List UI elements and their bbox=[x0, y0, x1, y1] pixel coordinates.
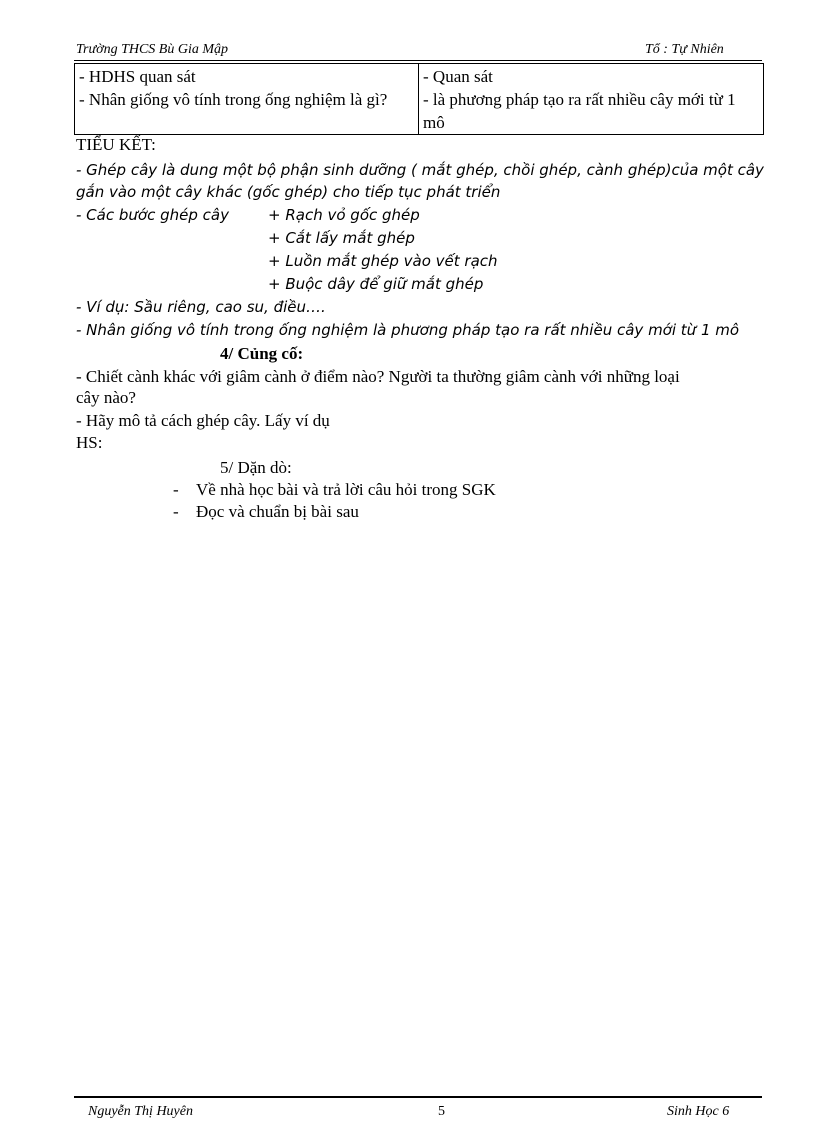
activity-table bbox=[74, 63, 764, 135]
summary-para-line2: gắn vào một cây khác (gốc ghép) cho tiếp tục phát triển bbox=[76, 183, 501, 201]
review-heading: 4/ Củng cố: bbox=[220, 344, 304, 363]
footer-subject: Sinh Học 6 bbox=[667, 1104, 730, 1119]
step-item: + Buộc dây để giữ mắt ghép bbox=[268, 275, 484, 293]
footer-page-number: 5 bbox=[438, 1104, 445, 1119]
example-line: - Ví dụ: Sầu riêng, cao su, điều…. bbox=[76, 298, 326, 316]
step-item: + Luồn mắt ghép vào vết rạch bbox=[268, 252, 498, 270]
summary-para-line1: - Ghép cây là dung một bộ phận sinh dưỡng ( mắt ghép, chồi ghép, cành ghép)của một cây bbox=[76, 161, 764, 179]
hs-label: HS: bbox=[76, 433, 103, 452]
table-cell-line: - Quan sát bbox=[423, 67, 493, 86]
step-item: + Cắt lấy mắt ghép bbox=[268, 229, 415, 247]
teacher-cell bbox=[75, 64, 419, 135]
homework-item: Về nhà học bài và trả lời câu hỏi trong SGK bbox=[196, 480, 496, 499]
review-question-1-line1: - Chiết cành khác với giâm cành ở điểm nào? Người ta thường giâm cành với những loại bbox=[76, 367, 680, 386]
student-cell bbox=[419, 64, 764, 135]
homework-heading: 5/ Dặn dò: bbox=[220, 458, 292, 477]
table-cell-line: - HDHS quan sát bbox=[79, 67, 196, 86]
bullet-dash: - bbox=[173, 502, 179, 521]
header-school: Trường THCS Bù Gia Mập bbox=[76, 42, 229, 57]
homework-item: Đọc và chuẩn bị bài sau bbox=[196, 502, 359, 521]
steps-label: - Các bước ghép cây bbox=[76, 206, 229, 224]
invitro-line: - Nhân giống vô tính trong ống nghiệm là phương pháp tạo ra rất nhiều cây mới từ 1 mô bbox=[76, 321, 740, 339]
step-item: + Rạch vỏ gốc ghép bbox=[268, 206, 420, 224]
table-cell-line: - là phương pháp tạo ra rất nhiều cây mới từ 1 mô bbox=[423, 90, 736, 132]
header-divider bbox=[74, 60, 762, 61]
header-department: Tổ : Tự Nhiên bbox=[645, 42, 724, 57]
bullet-dash: - bbox=[173, 480, 179, 499]
footer-divider bbox=[74, 1096, 762, 1098]
summary-heading: TIỂU KẾT: bbox=[76, 135, 156, 154]
review-question-1-line2: cây nào? bbox=[76, 388, 136, 407]
review-question-2: - Hãy mô tả cách ghép cây. Lấy ví dụ bbox=[76, 411, 330, 430]
table-row bbox=[75, 64, 764, 135]
footer-author: Nguyễn Thị Huyên bbox=[88, 1104, 193, 1119]
table-cell-line: - Nhân giống vô tính trong ống nghiệm là gì? bbox=[79, 90, 388, 109]
